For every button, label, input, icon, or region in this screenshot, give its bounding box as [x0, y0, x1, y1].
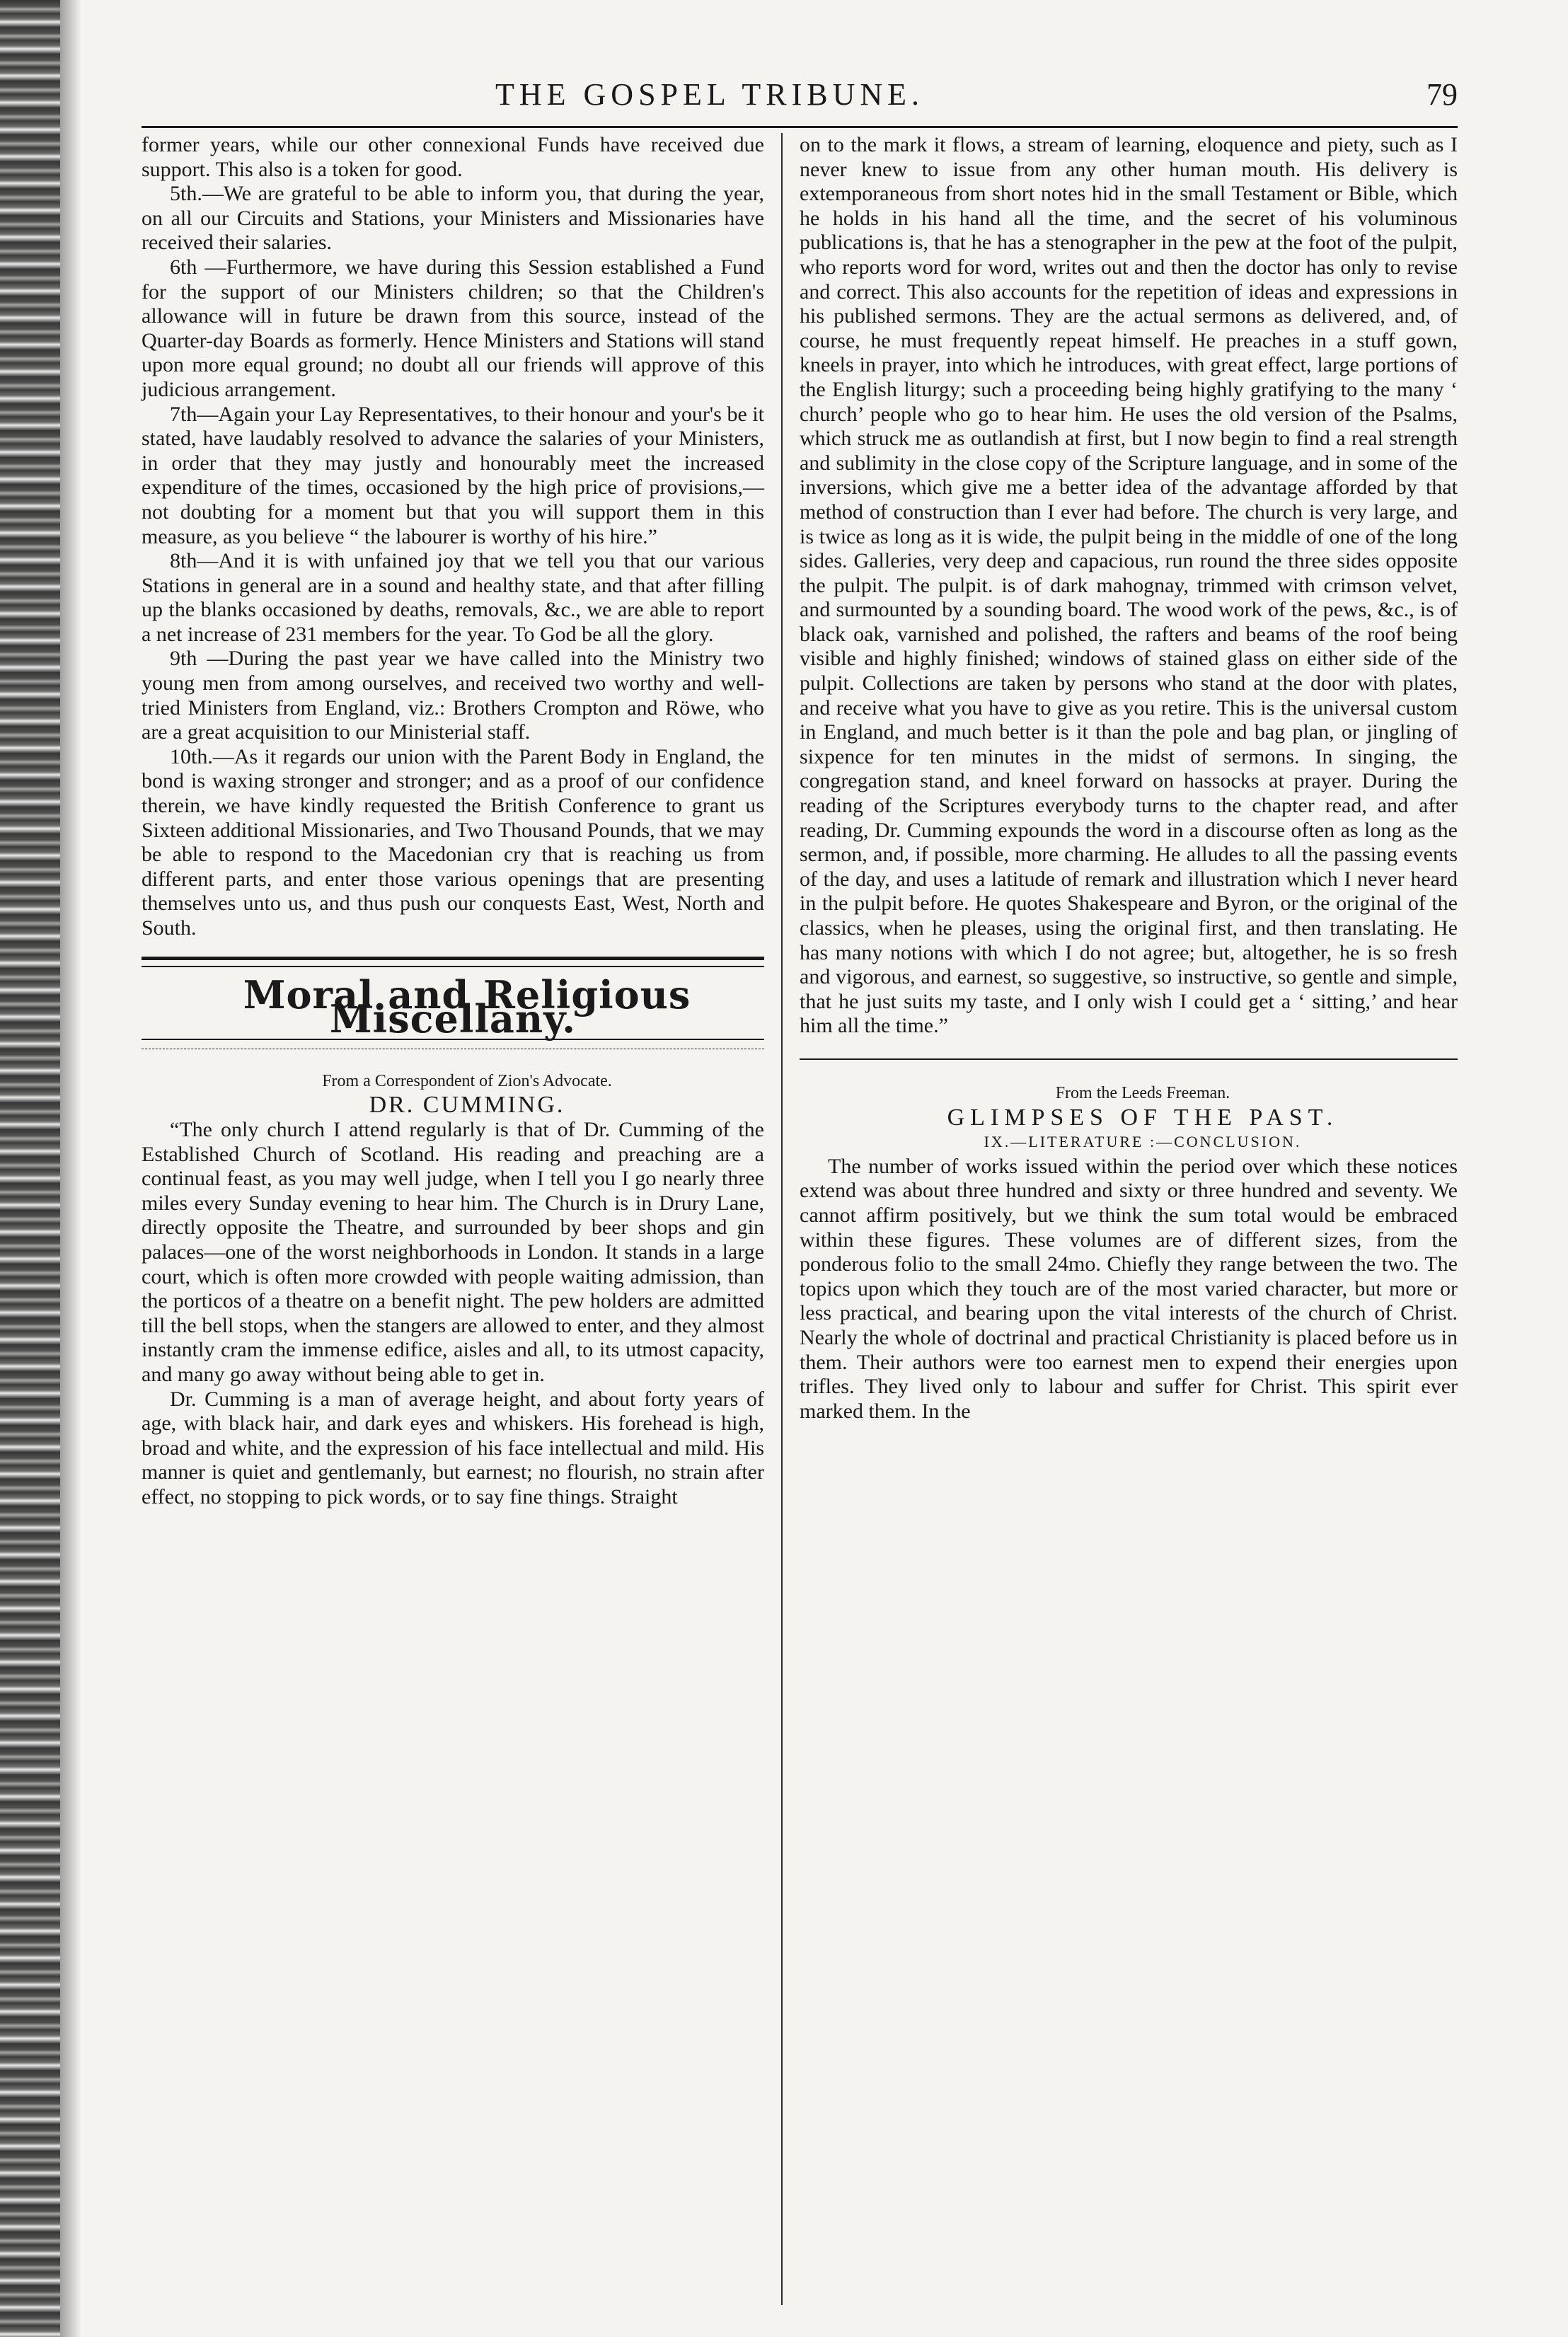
column-divider [781, 133, 783, 2305]
article-source: From a Correspondent of Zion's Advocate. [322, 1071, 612, 1090]
paragraph: on to the mark it flows, a stream of learning, eloquence and piety, such as I never knew to issue from any other human mouth. His delivery is extemporaneous from short notes hid in the small Testament or Bible, which he holds in his hand all the time, and the secret of his voluminous publications is, that he has a stenographer in the pew at the foot of the pulpit, who reports word for word, writes out and then the doctor has only to revise and correct. This also accounts for the repetition of ideas and expressions in his published sermons. They are the actual sermons as delivered, and, of course, he must frequently repeat himself. He preaches in a stuff gown, kneels in prayer, into which he introduces, with great effect, large portions of the English liturgy; such a proceeding being highly gratifying to the many ‘ church’ people who go to hear him. He uses the old version of the Psalms, which struck me as outlandish at first, but I now begin to find a real strength and sublimity in the close copy of the Scripture language, and in some of the inversions, which give me a better idea of the advantage afforded by that method of construction than I ever had before. The church is very large, and is twice as long as it is wide, the pulpit being in the middle of one of the long sides. Galleries, very deep and capacious, run round the three sides opposite the pulpit. The pulpit. is of dark mahognay, trimmed with crimson velvet, and surmounted by a sounding board. The wood work of the pews, &c., is of black oak, varnished and polished, the rafters and beams of the roof being visible and highly finished; windows of stained glass on either side of the pulpit. Collections are taken by persons who stand at the door with plates, and receive what you have to give as you retire. This is the universal custom in England, and much better is it than the pole and bag plan, or jingling of sixpence for ten minutes in the midst of sermons. In singing, the congregation stand, and kneel forward on hassocks at prayer. During the reading of the Scriptures everybody turns to the chapter read, and after reading, Dr. Cumming expounds the word in a discourse often as long as the sermon, and, if possible, more charming. He alludes to all the passing events of the day, and uses a latitude of remark and illustration which I never heard in the pulpit before. He quotes Shakespeare and Byron, or the original of the classics, when he pleases, using the original first, and then translating. He has many notions with which I do not agree; but, altogether, he is so fresh and vigorous, and earnest, so suggestive, so instructive, so gentle and simple, that he just suits my taste, and I only wish I could get a ‘ sitting,’ and hear him all the time.” [800, 133, 1458, 1038]
article-rule [800, 1058, 1458, 1060]
header-rule [142, 126, 1458, 128]
page-number: 79 [1426, 77, 1458, 112]
binding-shadow [60, 0, 81, 2337]
journal-title: THE GOSPEL TRIBUNE. [495, 77, 924, 112]
section-rule [142, 957, 764, 967]
section-heading: Moral and Religious Miscellany. [243, 971, 691, 1042]
paragraph: Dr. Cumming is a man of average height, and about forty years of age, with black hair, and dark eyes and whiskers. His forehead is high, broad and white, and the expression of his face intellectual and mild. His manner is quiet and gentlemanly, but earnest; no flourish, no strain after effect, no stopping to pick words, or to say fine things. Straight [142, 1387, 764, 1508]
article-source: From the Leeds Freeman. [1055, 1083, 1230, 1102]
running-header [142, 76, 1458, 115]
right-column [800, 133, 1458, 1424]
paragraph: “The only church I attend regularly is that of Dr. Cumming of the Established Church of Scotland. His reading and preaching are a continual feast, as you may well judge, when I tell you I go nearly three miles every Sunday evening to hear him. The Church is in Drury Lane, directly opposite the Theatre, and surrounded by beer shops and gin palaces—one of the worst neighborhoods in London. It stands in a large court, which is often more crowded with people waiting admission, than the porticos of a theatre on a benefit night. The pew holders are admitted till the bell stops, when the stangers are allowed to enter, and they almost instantly cram the immense edifice, aisles and all, to its utmost capacity, and many go away without being able to get in. [142, 1117, 764, 1386]
article-subhead: IX.—LITERATURE :—CONCLUSION. [984, 1133, 1302, 1151]
article-title: DR. CUMMING. [369, 1092, 565, 1119]
paragraph: The number of works issued within the period over which these notices extend was about three hundred and sixty or three hundred and seventy. We cannot affirm positively, but we think the sum total would be embraced within these figures. These volumes are of different sizes, from the ponderous folio to the small 24mo. Chiefly they range between the two. The topics upon which they touch are of the most varied character, but more or less practical, and bearing upon the vital interests of the church of Christ. Nearly the whole of doctrinal and practical Christianity is placed before us in them. Their authors were too earnest men to expend their energies upon trifles. They lived only to labour and suffer for Christ. This spirit ever marked them. In the [800, 1154, 1458, 1423]
paragraph: 9th —During the past year we have called into the Ministry two young men from among ourselves, and received two worthy and well-tried Ministers from England, viz.: Brothers Crompton and Röwe, who are a great acquisition to our Ministerial staff. [142, 647, 764, 744]
paragraph: 5th.—We are grateful to be able to inform you, that during the year, on all our Circuits and Stations, your Ministers and Missionaries have received their salaries. [142, 182, 764, 255]
paragraph: 6th —Furthermore, we have during this Session established a Fund for the support of our Ministers children; so that the Children's allowance will in future be drawn from this source, instead of the Quarter-day Boards as formerly. Hence Ministers and Stations will stand upon more equal ground; no doubt all our friends will approve of this judicious arrangement. [142, 255, 764, 401]
page-binding-edge [0, 0, 60, 2337]
paragraph: 8th—And it is with unfained joy that we tell you that our various Stations in general are in a sound and healthy state, and that after filling up the blanks occasioned by deaths, removals, &c., we are able to report a net increase of 231 members for the year. To God be all the glory. [142, 549, 764, 646]
paragraph: former years, while our other connexional Funds have received due support. This also is a token for good. [142, 133, 764, 181]
left-column [142, 133, 764, 1509]
article-title: GLIMPSES OF THE PAST. [947, 1104, 1339, 1131]
paragraph: 7th—Again your Lay Representatives, to their honour and your's be it stated, have laudably resolved to advance the salaries of your Ministers, in order that they may justly and honourably meet the increased expenditure of the times, occasioned by the high price of provisions,—not doubting for a moment but that you will support them in this measure, as you believe “ the labourer is worthy of his hire.” [142, 402, 764, 548]
paragraph: 10th.—As it regards our union with the Parent Body in England, the bond is waxing stronger and stronger; and as a proof of our confidence therein, we have kindly requested the British Conference to grant us Sixteen additional Missionaries, and Two Thousand Pounds, that we may be able to respond to the Macedonian cry that is reaching us from different parts, and enter those various openings that are presenting themselves unto us, and thus push our conquests East, West, North and South. [142, 744, 764, 940]
